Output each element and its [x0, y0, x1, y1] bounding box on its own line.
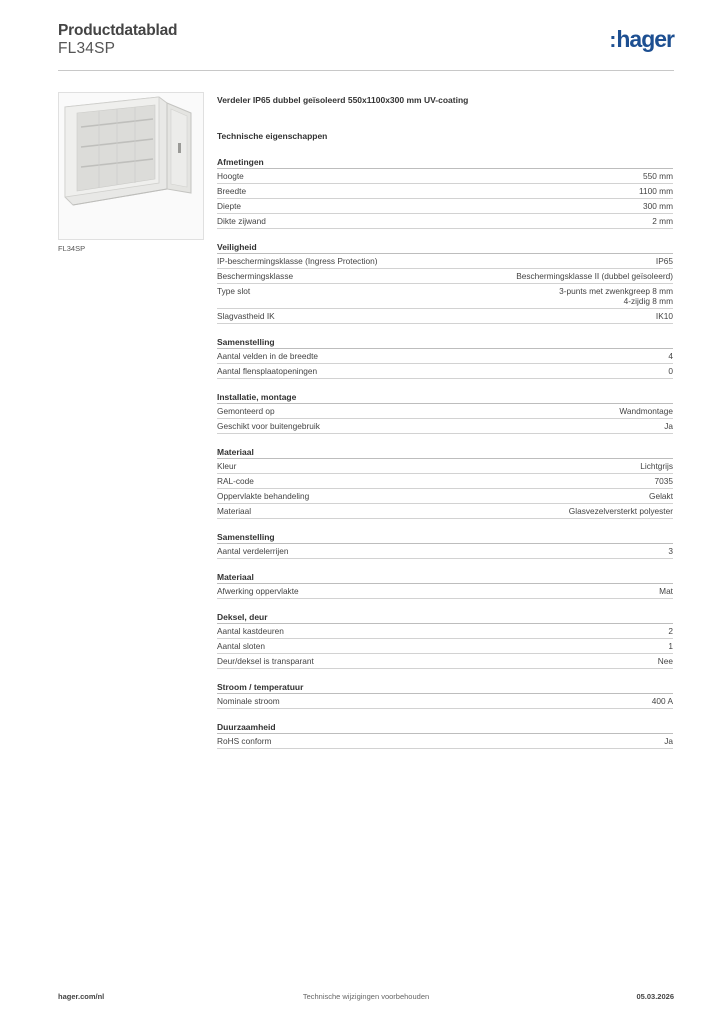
spec-row [217, 474, 673, 489]
section-title: Veiligheid [217, 238, 673, 254]
spec-label: RAL-code [217, 476, 254, 486]
spec-label: IP-beschermingsklasse (Ingress Protection) [217, 256, 378, 266]
section-gap [217, 434, 673, 443]
spec-value: Gelakt [649, 491, 673, 501]
spec-value: 7035 [654, 476, 673, 486]
spec-label: Deur/deksel is transparant [217, 656, 314, 666]
spec-section [217, 333, 673, 379]
spec-row [217, 419, 673, 434]
footer-website[interactable]: hager.com/nl [58, 992, 105, 1001]
spec-row [217, 504, 673, 519]
spec-value: 3 [668, 546, 673, 556]
product-code: FL34SP [58, 40, 116, 57]
spec-row [217, 489, 673, 504]
spec-value: Glasvezelversterkt polyester [568, 506, 673, 516]
spec-value: 1100 mm [639, 186, 673, 196]
spec-value: 2 mm [652, 216, 673, 226]
spec-row [217, 459, 673, 474]
spec-row [217, 309, 673, 324]
spec-value: 0 [668, 366, 673, 376]
spec-row [217, 584, 673, 599]
spec-label: Breedte [217, 186, 247, 196]
section-gap [217, 379, 673, 388]
spec-section [217, 678, 673, 709]
hager-logo: :hager [609, 26, 674, 52]
spec-row [217, 269, 673, 284]
section-gap [217, 324, 673, 333]
product-image [58, 92, 204, 240]
spec-label: Aantal flensplaatopeningen [217, 366, 318, 376]
spec-row [217, 349, 673, 364]
spec-value: 2 [668, 626, 673, 636]
footer-date: 05.03.2026 [636, 992, 674, 1001]
spec-label: Beschermingsklasse [217, 271, 294, 281]
spec-label: Aantal verdelerrijen [217, 546, 289, 556]
spec-value: 400 A [651, 696, 673, 706]
spec-label: Oppervlakte behandeling [217, 491, 310, 501]
spec-row [217, 199, 673, 214]
section-title: Installatie, montage [217, 388, 673, 404]
spec-content [217, 92, 673, 749]
spec-value: IP65 [655, 256, 673, 266]
spec-section [217, 238, 673, 324]
spec-value: 3-punts met zwenkgreep 8 mm 4-zijdig 8 mm [559, 286, 673, 306]
spec-label: Dikte zijwand [217, 216, 266, 226]
spec-label: Kleur [217, 461, 237, 471]
spec-value: IK10 [655, 311, 673, 321]
section-title: Deksel, deur [217, 608, 673, 624]
spec-row [217, 734, 673, 749]
section-gap [217, 709, 673, 718]
spec-label: Slagvastheid IK [217, 311, 275, 321]
cabinet-illustration [59, 93, 203, 239]
spec-value: Wandmontage [619, 406, 673, 416]
spec-row [217, 694, 673, 709]
section-gap [217, 559, 673, 568]
section-title: Materiaal [217, 568, 673, 584]
section-gap [217, 229, 673, 238]
spec-sections [217, 153, 673, 749]
section-title: Stroom / temperatuur [217, 678, 673, 694]
spec-section [217, 443, 673, 519]
section-gap [217, 519, 673, 528]
spec-value: Lichtgrijs [640, 461, 673, 471]
spec-value: Beschermingsklasse II (dubbel geïsoleerd) [516, 271, 673, 281]
section-title: Afmetingen [217, 153, 673, 169]
spec-label: Materiaal [217, 506, 252, 516]
footer-disclaimer: Technische wijzigingen voorbehouden [302, 992, 430, 1001]
image-caption: FL34SP [58, 244, 86, 253]
spec-label: Aantal kastdeuren [217, 626, 284, 636]
spec-value: Ja [664, 421, 673, 431]
spec-section [217, 388, 673, 434]
section-title: Duurzaamheid [217, 718, 673, 734]
section-gap [217, 669, 673, 678]
spec-label: Geschikt voor buitengebruik [217, 421, 320, 431]
spec-section [217, 568, 673, 599]
spec-label: Type slot [217, 286, 251, 296]
section-title: Materiaal [217, 443, 673, 459]
spec-section [217, 608, 673, 669]
spec-value: Ja [664, 736, 673, 746]
spec-row [217, 404, 673, 419]
spec-value: 300 mm [643, 201, 673, 211]
spec-row [217, 654, 673, 669]
page-header [58, 20, 674, 71]
spec-section [217, 153, 673, 229]
spec-label: Aantal sloten [217, 641, 265, 651]
section-gap [217, 599, 673, 608]
product-description: Verdeler IP65 dubbel geïsoleerd 550x1100x300 mm UV-coating [217, 95, 469, 105]
section-title: Samenstelling [217, 333, 673, 349]
spec-row [217, 284, 673, 309]
spec-value: 1 [668, 641, 673, 651]
spec-label: Aantal velden in de breedte [217, 351, 319, 361]
spec-row [217, 214, 673, 229]
spec-value: Nee [657, 656, 673, 666]
spec-label: Afwerking oppervlakte [217, 586, 299, 596]
document-title: Productdatablad [58, 22, 178, 39]
logo-text: hager [616, 26, 674, 52]
spec-row [217, 544, 673, 559]
spec-section [217, 528, 673, 559]
spec-row [217, 184, 673, 199]
spec-value: 4 [668, 351, 673, 361]
spec-row [217, 364, 673, 379]
spec-label: Hoogte [217, 171, 244, 181]
spec-label: RoHS conform [217, 736, 272, 746]
technical-properties-heading: Technische eigenschappen [217, 131, 328, 141]
section-title: Samenstelling [217, 528, 673, 544]
spec-row [217, 169, 673, 184]
spec-label: Nominale stroom [217, 696, 280, 706]
spec-label: Gemonteerd op [217, 406, 275, 416]
spec-value: 550 mm [643, 171, 673, 181]
spec-section [217, 718, 673, 749]
spec-row [217, 639, 673, 654]
spec-row [217, 624, 673, 639]
spec-value: Mat [659, 586, 673, 596]
spec-label: Diepte [217, 201, 241, 211]
spec-row [217, 254, 673, 269]
